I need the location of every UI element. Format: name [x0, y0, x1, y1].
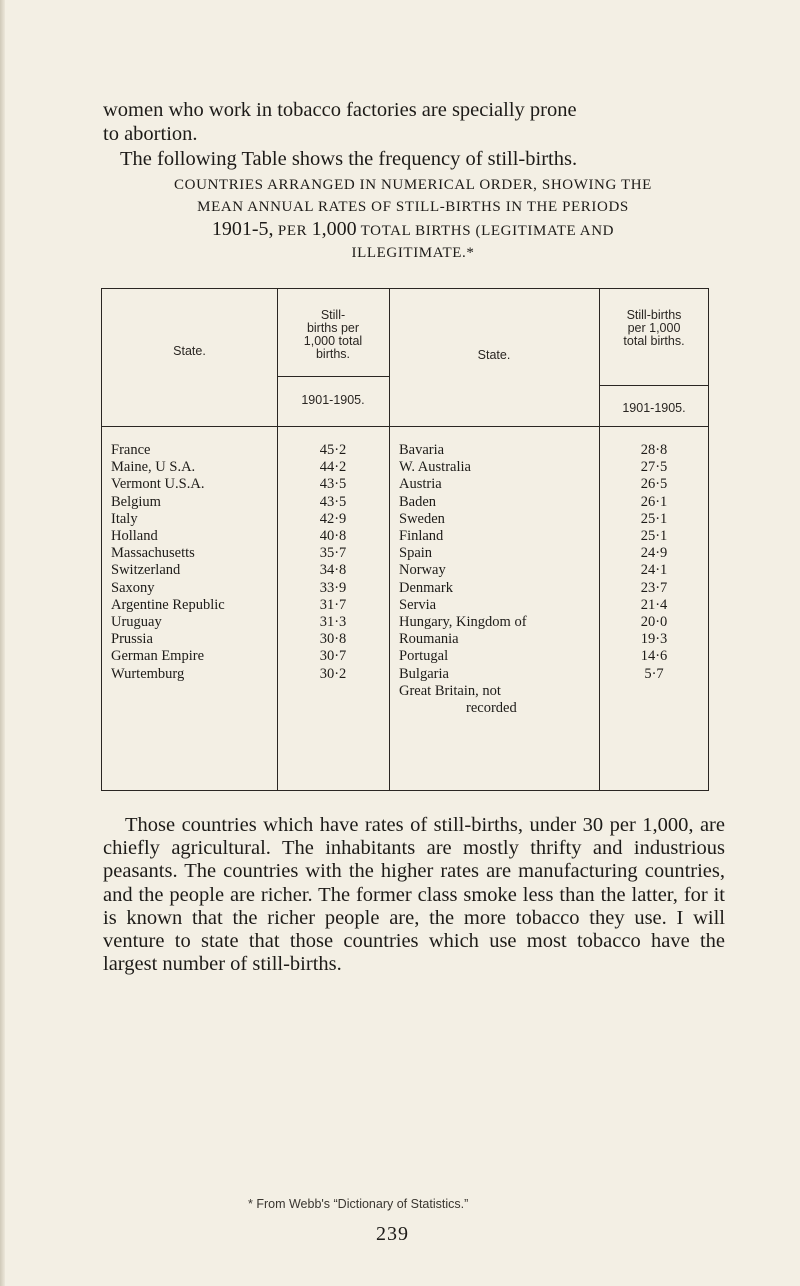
right-state-column: [399, 442, 597, 717]
table-row-rate: 5·7: [644, 665, 664, 682]
header-period-right: 1901-1905.: [622, 401, 686, 415]
table-row-state: Prussia: [111, 631, 153, 648]
table-row-state: France: [111, 442, 151, 458]
table-row-state: Austria: [399, 476, 442, 493]
table-row-state: Uruguay: [111, 614, 162, 631]
table-row-rate: 20·0: [640, 614, 668, 631]
left-state-column: [111, 442, 276, 683]
caption-line-4: ILLEGITIMATE.*: [351, 245, 475, 261]
table-row-state: Sweden: [399, 510, 445, 527]
table-row-state: W. Australia: [399, 459, 471, 476]
table-row-state: Servia: [399, 596, 437, 613]
caption-per: PER: [273, 223, 312, 239]
header-rule-right: [599, 385, 709, 386]
table-row-state: Argentine Republic: [111, 596, 225, 613]
table-row-state: Norway: [399, 562, 446, 579]
table-row-rate: 40·8: [319, 528, 347, 545]
caption-thousand: 1,000: [311, 218, 357, 240]
table-row-rate: 26·5: [640, 476, 668, 493]
header-rate-right-line: Still-births: [626, 308, 682, 322]
table-row-rate: 43·5: [319, 476, 347, 493]
table-row-rate: 44·2: [319, 459, 347, 476]
table-row-rate: 30·7: [319, 648, 347, 665]
paragraph-text: Those countries which have rates of still-births, under 30 per 1,000, are chiefly agricultural. The inhabitants are mostly thrifty and industrious peasants. The countries with the higher rates are manufacturing countries, and the people are richer. The former class smoke less than the latter, for it is known that the richer people are, the more tobacco they use. I will venture to state that those countries which use most tobacco have the largest number of still-births.: [103, 814, 725, 976]
table-row-rate: 34·8: [319, 562, 347, 579]
page-edge-shadow: [0, 0, 5, 1286]
table-row-state: Italy: [111, 510, 138, 527]
table-row-rate: 30·2: [319, 665, 347, 682]
intro-line-3: The following Table shows the frequency of still-births.: [120, 148, 578, 170]
intro-text: [103, 98, 723, 171]
caption-line-2: MEAN ANNUAL RATES OF STILL-BIRTHS IN THE PERIODS: [197, 199, 629, 215]
header-state-right: State.: [477, 348, 511, 362]
table-row-rate: 31·7: [319, 596, 347, 613]
great-britain-note: Great Britain, not: [399, 682, 501, 699]
page-number: 239: [376, 1223, 409, 1245]
table-row-rate: 26·1: [640, 493, 668, 510]
footnote: * From Webb's “Dictionary of Statistics.”: [248, 1197, 469, 1211]
table-row-state: Spain: [399, 545, 433, 562]
table-row-state: Bulgaria: [399, 665, 449, 682]
table-row-state: Wurtemburg: [111, 665, 185, 682]
column-divider: [389, 289, 390, 790]
table-row-state: Bavaria: [399, 442, 445, 458]
table-row-state: Roumania: [399, 631, 459, 648]
caption-line-3: [103, 218, 723, 242]
table-row-state: German Empire: [111, 648, 205, 665]
table-row-state: Baden: [399, 493, 437, 510]
table-row-rate: 45·2: [319, 442, 347, 458]
table-row-state: Denmark: [399, 579, 453, 596]
body-paragraph: [103, 814, 725, 976]
intro-line-1: women who work in tobacco factories are specially prone: [103, 99, 577, 121]
table-row-state: Portugal: [399, 648, 449, 665]
table-row-rate: 21·4: [640, 596, 668, 613]
header-rate-left: [277, 309, 389, 361]
header-period-left: 1901-1905.: [301, 393, 365, 407]
table-row-rate: 14·6: [640, 648, 668, 665]
table-row-rate: 31·3: [319, 614, 347, 631]
table-row-rate: 42·9: [319, 510, 347, 527]
header-rate-right-line: per 1,000: [627, 321, 681, 335]
table-row-rate: 24·1: [640, 562, 668, 579]
table-row-rate: 23·7: [640, 579, 668, 596]
great-britain-note-recorded: recorded: [466, 700, 517, 717]
header-rate-left-line: Still-: [320, 308, 346, 322]
table-row-rate: 35·7: [319, 545, 347, 562]
right-rate-column: [599, 442, 709, 683]
table-row-rate: 27·5: [640, 459, 668, 476]
table-row-rate: 25·1: [640, 528, 668, 545]
table-row-state: Vermont U.S.A.: [111, 476, 205, 493]
header-rate-right-line: total births.: [623, 334, 685, 348]
caption-line-1: COUNTRIES ARRANGED IN NUMERICAL ORDER, SHOWING THE: [174, 177, 652, 193]
table-row-state: Finland: [399, 528, 444, 545]
table-row-state: Hungary, Kingdom of: [399, 614, 527, 631]
caption-years: 1901-5,: [211, 218, 274, 240]
table-row-rate: 25·1: [640, 510, 668, 527]
table-row-rate: 19·3: [640, 631, 668, 648]
header-rule-left: [277, 376, 389, 377]
table-row-state: Holland: [111, 528, 158, 545]
table-row-state: Saxony: [111, 579, 155, 596]
caption-rest: TOTAL BIRTHS (LEGITIMATE AND: [356, 223, 615, 239]
header-bottom-rule: [102, 426, 709, 427]
header-rate-left-line: 1,000 total: [303, 334, 363, 348]
header-rate-right: [599, 309, 709, 348]
table-row-rate: 30·8: [319, 631, 347, 648]
table-row-state: Belgium: [111, 493, 161, 510]
table-row-state: Massachusetts: [111, 545, 195, 562]
still-births-table: [101, 288, 709, 791]
header-rate-left-line: births.: [315, 347, 351, 361]
table-row-rate: 43·5: [319, 493, 347, 510]
table-row-rate: 33·9: [319, 579, 347, 596]
header-rate-left-line: births per: [306, 321, 360, 335]
intro-line-2: to abortion.: [103, 123, 198, 145]
table-caption: [103, 174, 723, 264]
table-row-rate: 28·8: [640, 442, 668, 458]
table-row-rate: 24·9: [640, 545, 668, 562]
header-state-left: State.: [173, 344, 206, 358]
table-row-state: Maine, U S.A.: [111, 459, 196, 476]
left-rate-column: [277, 442, 389, 683]
table-row-state: Switzerland: [111, 562, 181, 579]
